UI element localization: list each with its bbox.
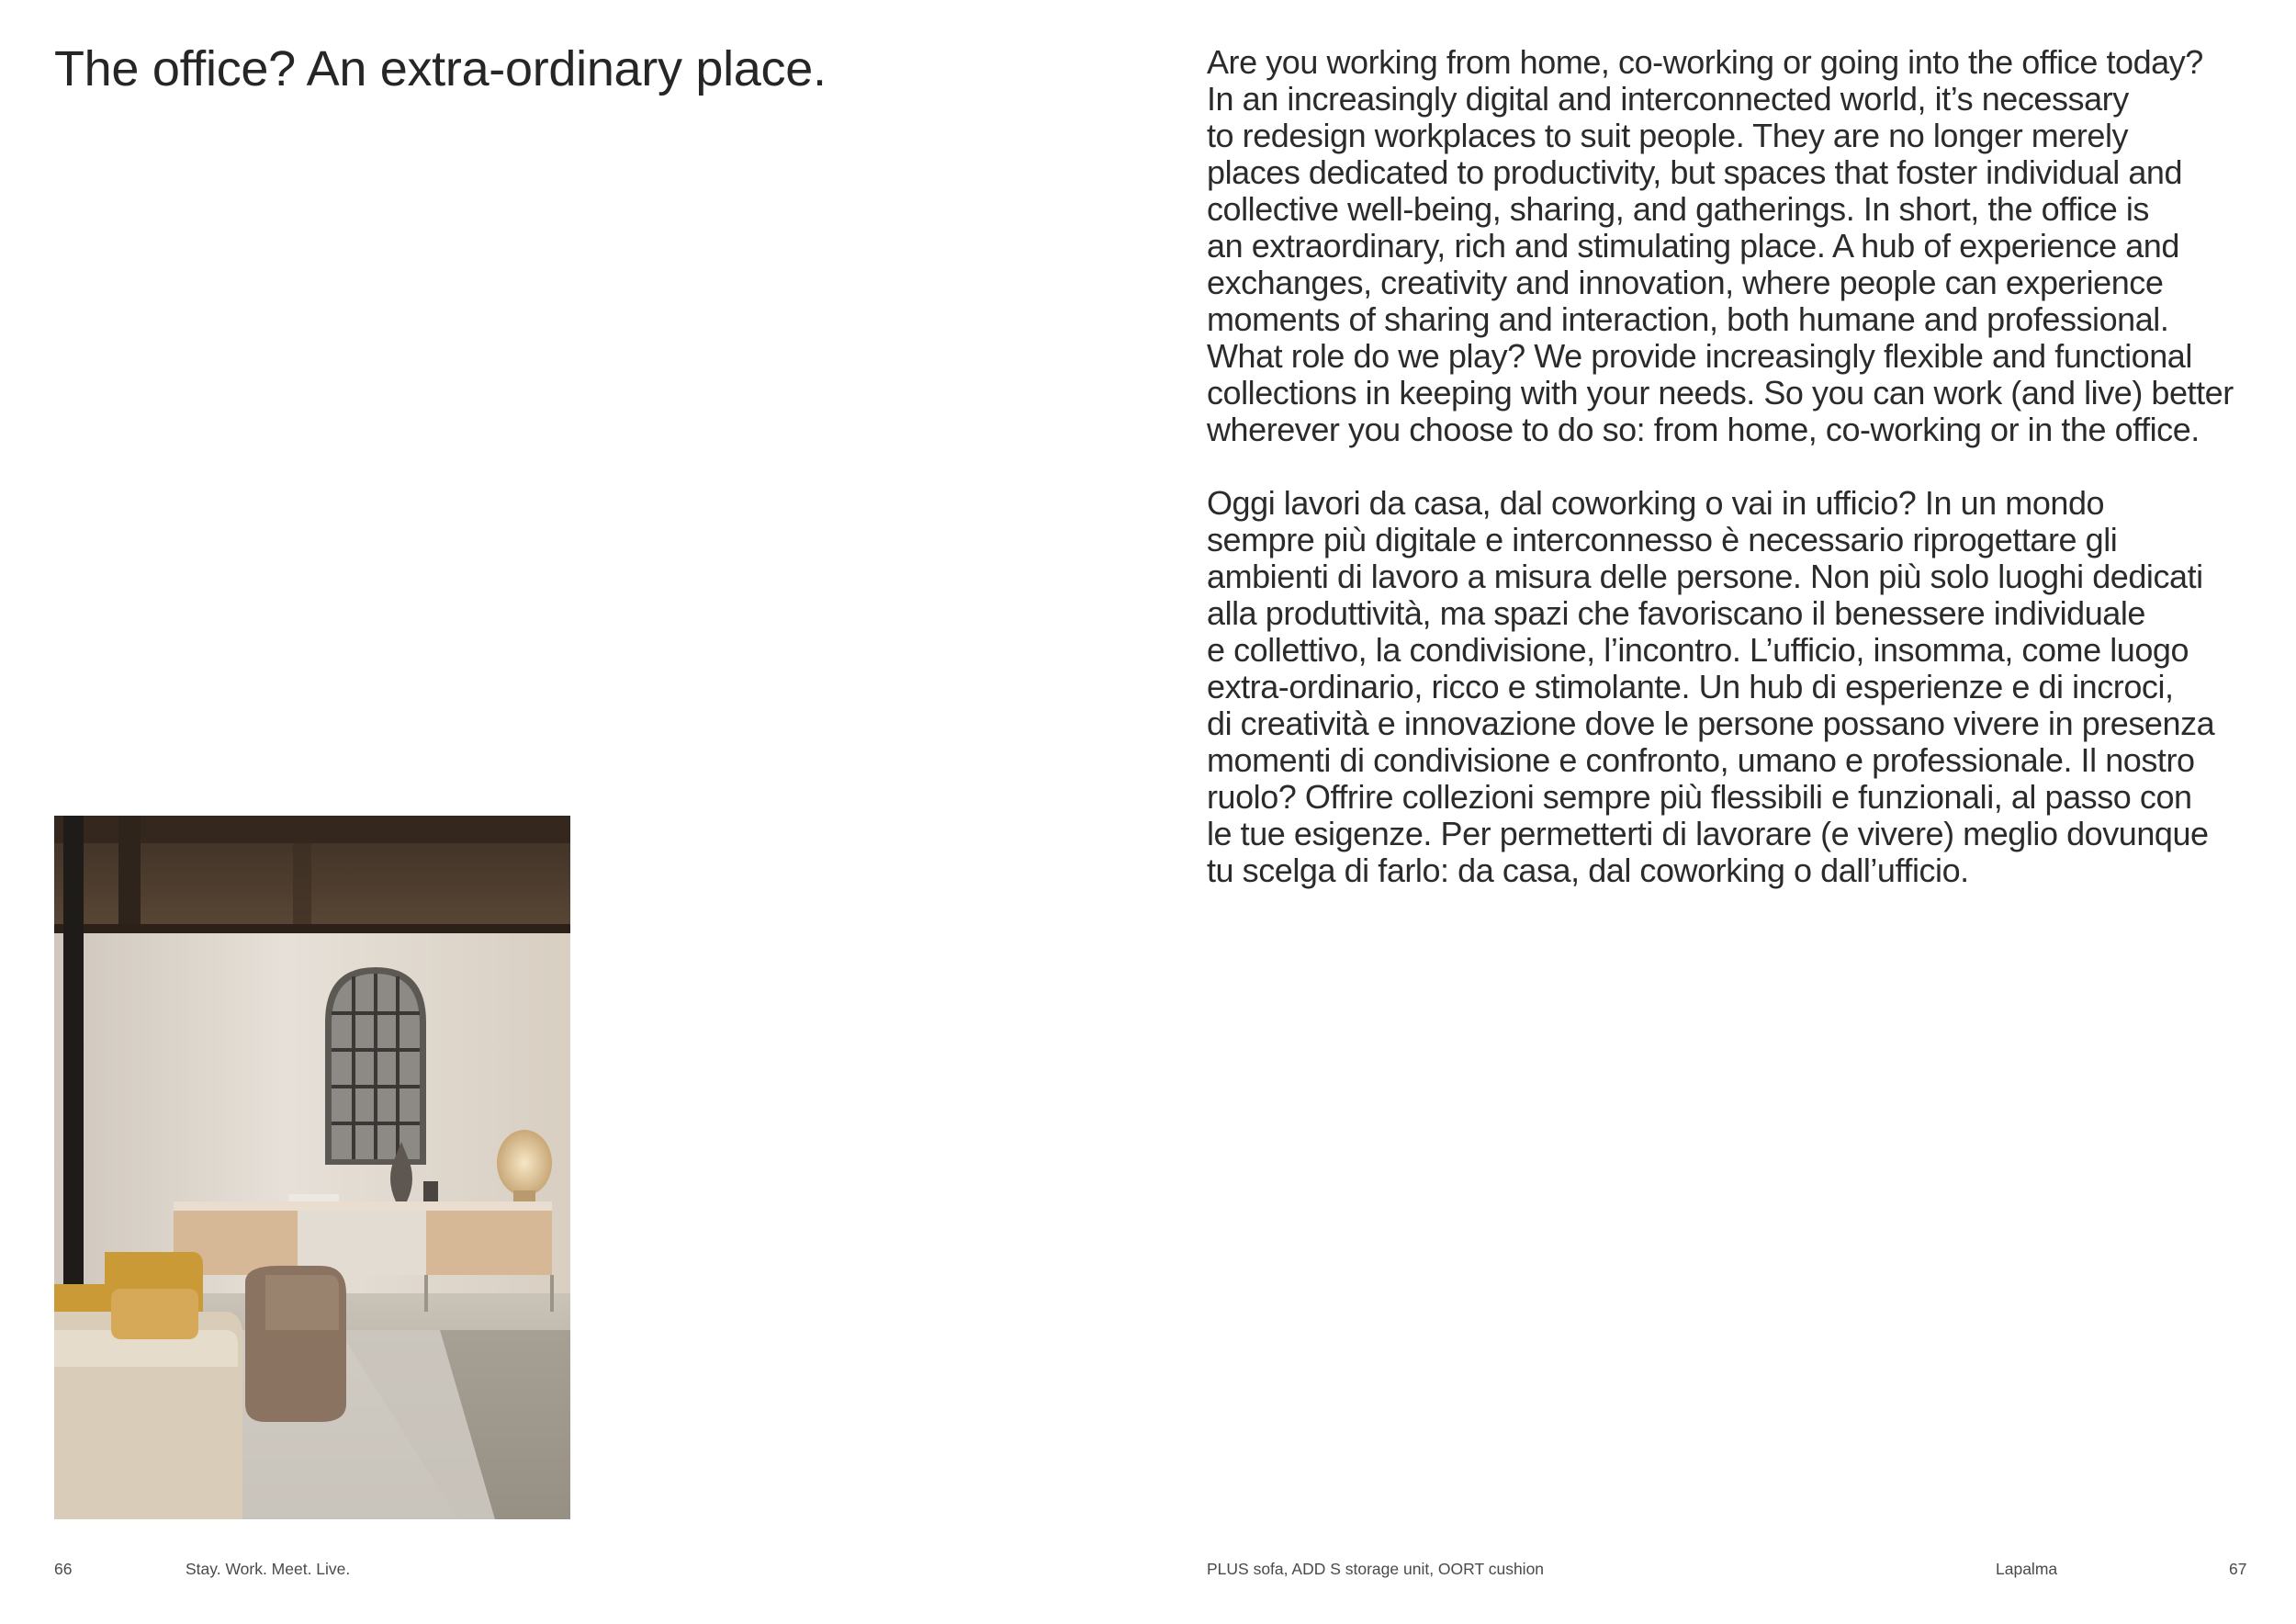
running-head: Stay. Work. Meet. Live.	[186, 1560, 351, 1578]
page-title: The office? An extra-ordinary place.	[54, 41, 827, 96]
text-line: exchanges, creativity and innovation, where people can experience	[1207, 264, 2164, 301]
text-line: di creatività e innovazione dove le persone possano vivere in presenza	[1207, 705, 2215, 742]
text-line: Oggi lavori da casa, dal coworking o vai in ufficio? In un mondo	[1207, 484, 2105, 522]
text-line: e collettivo, la condivisione, l’incontro. L’ufficio, insomma, come luogo	[1207, 631, 2189, 669]
text-line: moments of sharing and interaction, both humane and professional.	[1207, 300, 2169, 338]
text-line: alla produttività, ma spazi che favoriscano il benessere individuale	[1207, 594, 2145, 632]
text-line: wherever you choose to do so: from home, co-working or in the office.	[1207, 411, 2200, 448]
page-number-right: 67	[2229, 1560, 2247, 1578]
photo-caption: PLUS sofa, ADD S storage unit, OORT cushion	[1207, 1560, 1545, 1578]
interior-photo-illustration	[54, 816, 570, 1519]
text-line: sempre più digitale e interconnesso è necessario riprogettare gli	[1207, 521, 2118, 558]
text-line: In an increasingly digital and interconnected world, it’s necessary	[1207, 80, 2129, 118]
text-line: tu scelga di farlo: da casa, dal coworking o dall’ufficio.	[1207, 851, 1969, 889]
text-line: places dedicated to productivity, but spaces that foster individual and	[1207, 153, 2183, 191]
text-line: ruolo? Offrire collezioni sempre più flessibili e funzionali, al passo con	[1207, 778, 2192, 816]
text-line: collective well-being, sharing, and gatherings. In short, the office is	[1207, 190, 2149, 228]
text-line: ambienti di lavoro a misura delle persone. Non più solo luoghi dedicati	[1207, 558, 2203, 595]
english-paragraph	[1207, 44, 2272, 448]
interior-photo	[54, 816, 570, 1519]
text-line: to redesign workplaces to suit people. They are no longer merely	[1207, 117, 2129, 154]
text-line: collections in keeping with your needs. So you can work (and live) better	[1207, 374, 2234, 412]
text-line: an extraordinary, rich and stimulating place. A hub of experience and	[1207, 227, 2179, 265]
text-line: le tue esigenze. Per permetterti di lavorare (e vivere) meglio dovunque	[1207, 815, 2209, 852]
text-line: momenti di condivisione e confronto, umano e professionale. Il nostro	[1207, 741, 2195, 779]
page-number-left: 66	[54, 1560, 73, 1578]
body-text-english	[1207, 44, 2272, 448]
brand-name: Lapalma	[1996, 1560, 2058, 1578]
text-line: Are you working from home, co-working or going into the office today?	[1207, 43, 2203, 81]
text-line: What role do we play? We provide increasingly flexible and functional	[1207, 337, 2192, 375]
text-line: extra-ordinario, ricco e stimolante. Un hub di esperienze e di incroci,	[1207, 668, 2174, 705]
body-text-italian	[1207, 485, 2272, 889]
italian-paragraph	[1207, 485, 2272, 889]
